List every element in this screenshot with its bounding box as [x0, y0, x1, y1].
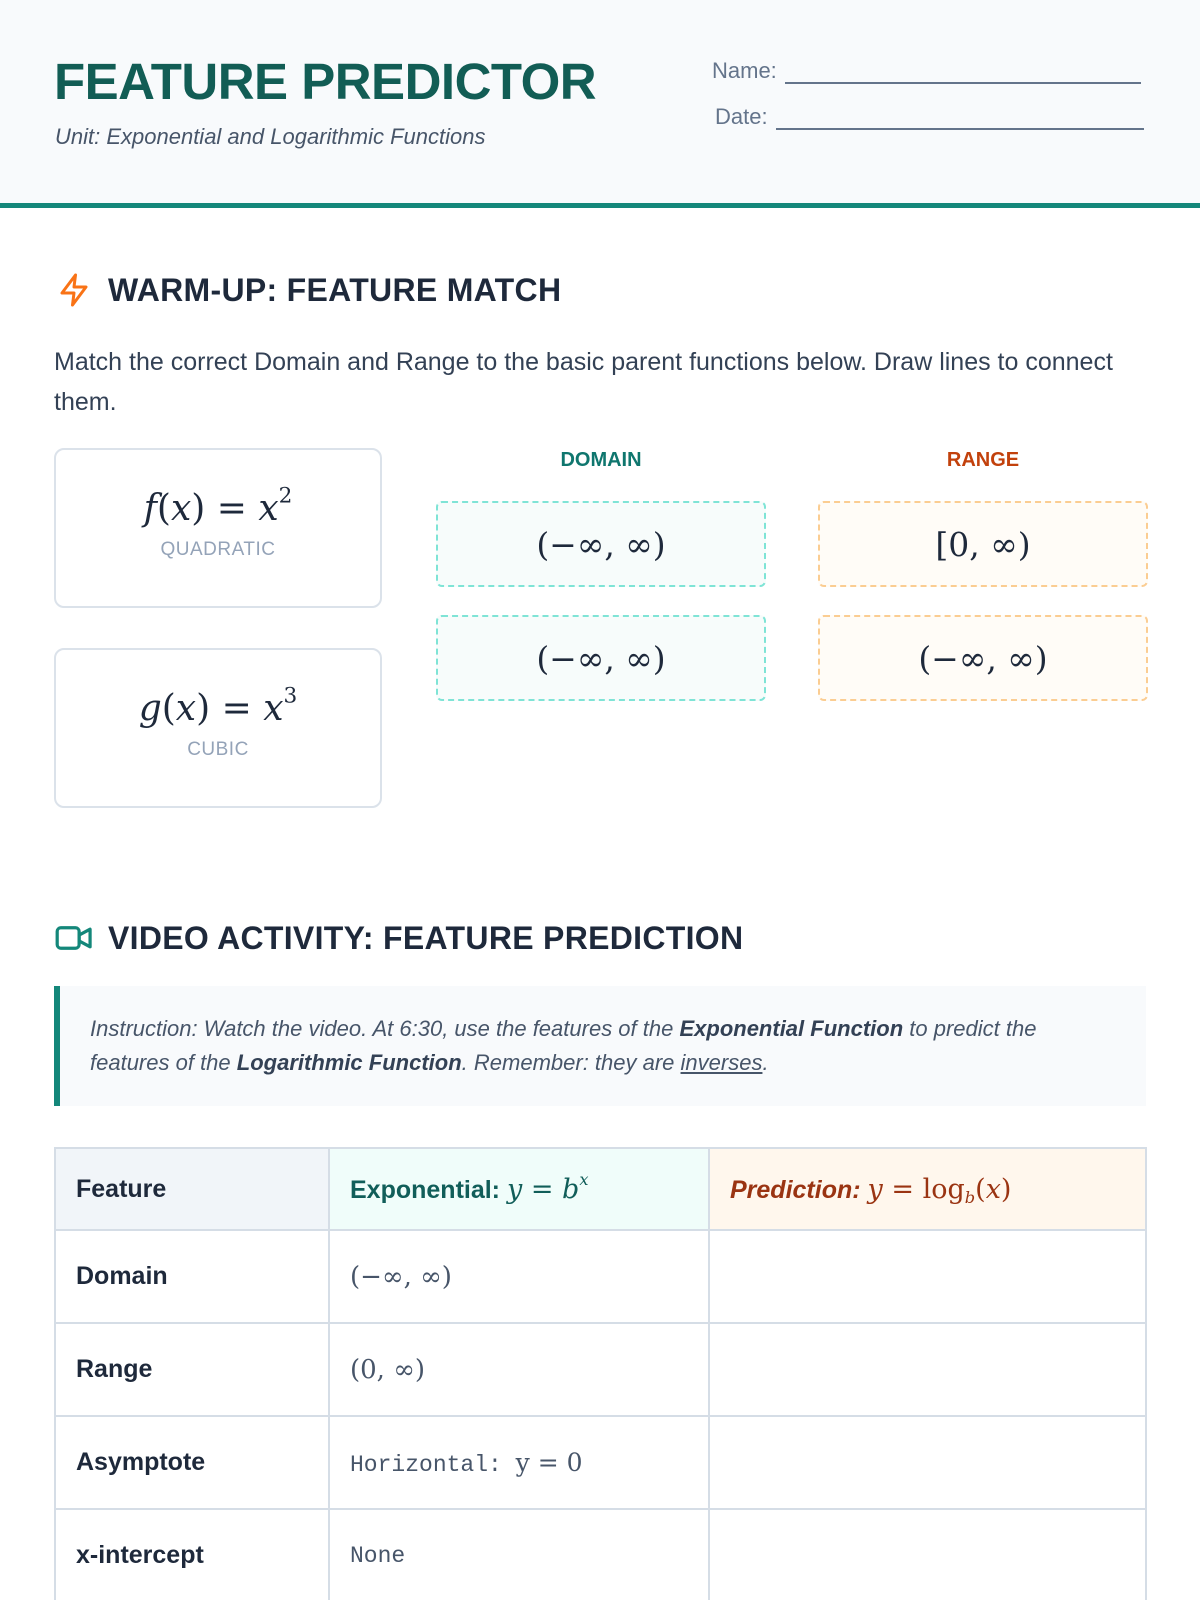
- prediction-column-header: Prediction: $y = \log_b(x)$: [709, 1148, 1146, 1230]
- prediction-input-cell[interactable]: [709, 1509, 1146, 1600]
- lightning-icon: [54, 270, 94, 310]
- domain-column-header: DOMAIN: [560, 449, 642, 471]
- function-type-label: QUADRATIC: [160, 539, 276, 560]
- feature-name: x-intercept: [55, 1509, 329, 1600]
- exponential-value: Horizontal: y = 0: [329, 1416, 709, 1509]
- unit-subtitle: Unit: Exponential and Logarithmic Functions: [55, 124, 486, 149]
- exponential-column-header: Exponential: $y = b^x$: [329, 1148, 709, 1230]
- warmup-heading: [54, 270, 561, 310]
- function-card-cubic[interactable]: [54, 648, 382, 808]
- function-expression: $g(x) = x^3$: [138, 683, 298, 729]
- feature-name: Asymptote: [55, 1416, 329, 1509]
- feature-name: Range: [55, 1323, 329, 1416]
- page-title: FEATURE PREDICTOR: [54, 53, 597, 110]
- video-activity-heading: [54, 918, 743, 958]
- warmup-instructions: Match the correct Domain and Range to the basic parent functions below. Draw lines to connect them.: [54, 348, 1113, 416]
- range-option[interactable]: [0, ∞): [818, 501, 1148, 587]
- prediction-input-cell[interactable]: [709, 1323, 1146, 1416]
- function-card-quadratic[interactable]: [54, 448, 382, 608]
- range-option[interactable]: (−∞, ∞): [818, 615, 1148, 701]
- video-camera-icon: [54, 918, 94, 958]
- feature-prediction-table: [54, 1147, 1147, 1600]
- warmup-heading-text: WARM-UP: FEATURE MATCH: [108, 271, 562, 308]
- video-activity-heading-text: VIDEO ACTIVITY: FEATURE PREDICTION: [108, 919, 744, 956]
- range-column-header: RANGE: [946, 449, 1020, 471]
- exponential-value: None: [329, 1509, 709, 1600]
- prediction-input-cell[interactable]: [709, 1416, 1146, 1509]
- inverses-term: inverses: [680, 1050, 763, 1075]
- name-field[interactable]: [712, 58, 1141, 84]
- function-type-label: CUBIC: [187, 739, 249, 760]
- table-row: [55, 1416, 1146, 1509]
- feature-column-header: Feature: [55, 1148, 329, 1230]
- date-label: Date:: [715, 104, 768, 129]
- date-blank-line[interactable]: [776, 112, 1144, 130]
- feature-name: Domain: [55, 1230, 329, 1323]
- table-row: [55, 1323, 1146, 1416]
- name-label: Name:: [712, 58, 777, 83]
- table-row: [55, 1230, 1146, 1323]
- function-expression: $f(x) = x^2$: [143, 483, 293, 529]
- table-header-row: [55, 1148, 1146, 1230]
- prediction-input-cell[interactable]: [709, 1230, 1146, 1323]
- exponential-value: (−∞, ∞): [329, 1230, 709, 1323]
- table-row: [55, 1509, 1146, 1600]
- domain-option[interactable]: (−∞, ∞): [436, 501, 766, 587]
- domain-option[interactable]: (−∞, ∞): [436, 615, 766, 701]
- video-instruction-callout: Instruction: Watch the video. At 6:30, use the features of the Exponential Function to predict the features of the Logarithmic Function. Remember: they are inverses.: [54, 986, 1146, 1106]
- exponential-value: (0, ∞): [329, 1323, 709, 1416]
- name-blank-line[interactable]: [785, 66, 1141, 84]
- worksheet-header: [0, 0, 1200, 208]
- date-field[interactable]: [715, 104, 1144, 130]
